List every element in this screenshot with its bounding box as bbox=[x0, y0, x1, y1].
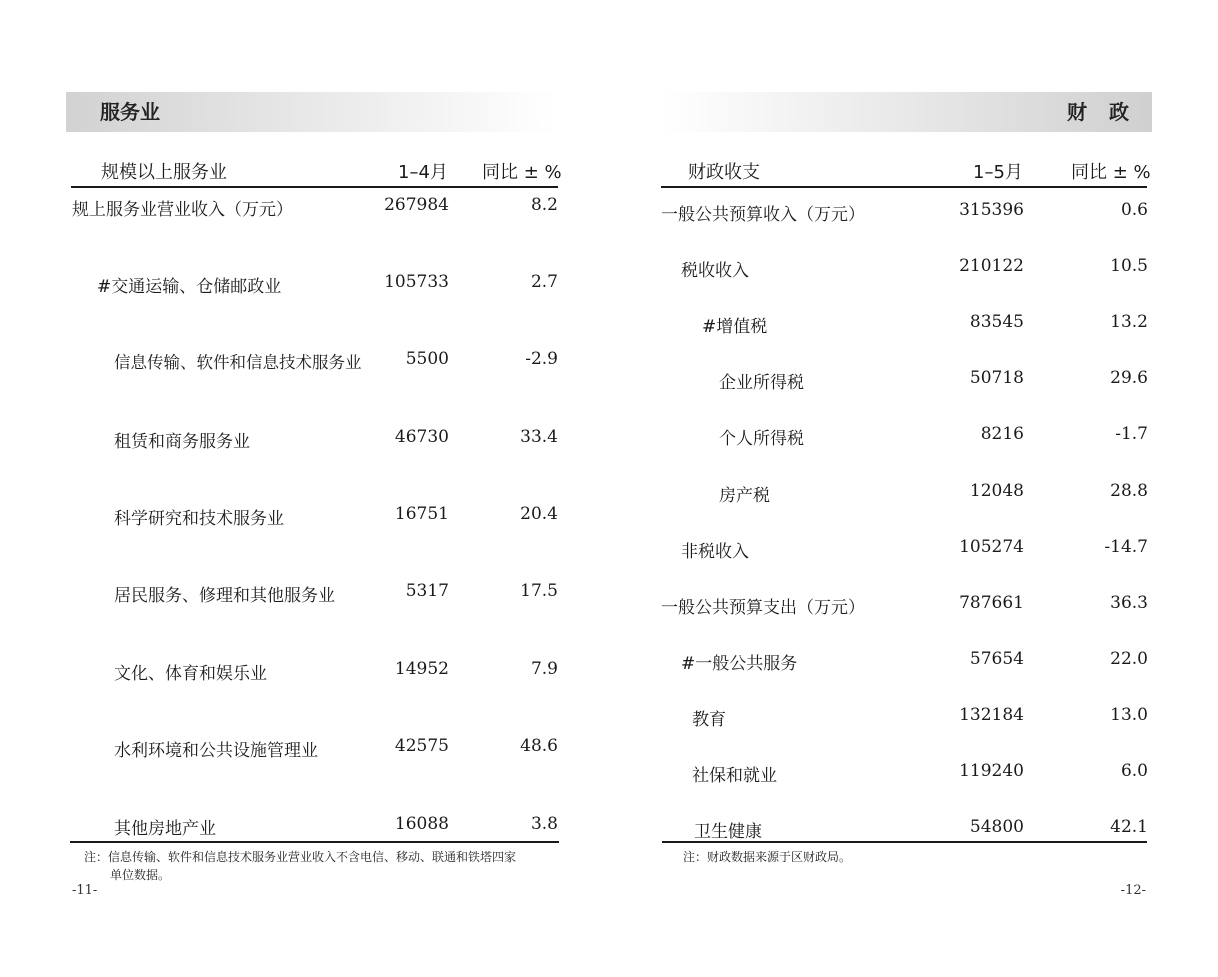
table-row bbox=[0, 504, 609, 530]
row-label: 卫生健康 bbox=[694, 822, 762, 842]
row-label: 水利环境和公共设施管理业 bbox=[114, 741, 318, 761]
table-row bbox=[0, 349, 609, 375]
row-change: 28.8 bbox=[1110, 481, 1148, 501]
row-label: 租赁和商务服务业 bbox=[114, 432, 250, 452]
header-change: 同比 ± % bbox=[482, 162, 562, 183]
header-period: 1–4月 bbox=[398, 162, 448, 183]
header-name: 规模以上服务业 bbox=[101, 162, 227, 183]
table-row bbox=[609, 368, 1218, 394]
row-value: 42575 bbox=[394, 736, 449, 756]
row-label: #一般公共服务 bbox=[681, 654, 798, 674]
row-change: -2.9 bbox=[525, 349, 558, 369]
table-note bbox=[84, 848, 584, 884]
row-label: 教育 bbox=[692, 710, 726, 730]
row-label: 税收收入 bbox=[681, 261, 749, 281]
header-rule bbox=[661, 186, 1147, 188]
table-row bbox=[0, 195, 609, 221]
section-title: 财 政 bbox=[1067, 100, 1130, 124]
row-value: 105733 bbox=[384, 272, 449, 292]
row-change: -14.7 bbox=[1104, 537, 1148, 557]
row-label: #交通运输、仓储邮政业 bbox=[97, 277, 282, 297]
note-line: 单位数据。 bbox=[110, 868, 171, 882]
row-change: 17.5 bbox=[520, 581, 558, 601]
header-name: 财政收支 bbox=[688, 162, 760, 183]
row-change: 13.2 bbox=[1110, 312, 1148, 332]
header-rule bbox=[71, 186, 558, 188]
row-value: 787661 bbox=[959, 593, 1024, 613]
row-change: -1.7 bbox=[1115, 424, 1148, 444]
row-label: 企业所得税 bbox=[719, 373, 804, 393]
note-line: 注：信息传输、软件和信息技术服务业营业收入不含电信、移动、联通和铁塔四家 bbox=[84, 850, 517, 864]
table-row bbox=[609, 705, 1218, 731]
table-row bbox=[0, 659, 609, 685]
row-label: 文化、体育和娱乐业 bbox=[114, 664, 267, 684]
table-row bbox=[0, 427, 609, 453]
row-change: 20.4 bbox=[520, 504, 558, 524]
row-value: 54800 bbox=[969, 817, 1024, 837]
row-label: 社保和就业 bbox=[692, 766, 777, 786]
row-change: 2.7 bbox=[530, 272, 558, 292]
row-value: 8216 bbox=[980, 424, 1024, 444]
table-row bbox=[609, 481, 1218, 507]
page-right bbox=[609, 0, 1218, 977]
row-change: 3.8 bbox=[530, 814, 558, 834]
row-change: 7.9 bbox=[530, 659, 558, 679]
table-row bbox=[0, 272, 609, 298]
row-value: 119240 bbox=[959, 761, 1024, 781]
row-change: 22.0 bbox=[1110, 649, 1148, 669]
page-number: -11- bbox=[72, 883, 98, 898]
note-line: 注：财政数据来源于区财政局。 bbox=[683, 850, 852, 864]
row-label: 其他房地产业 bbox=[114, 819, 216, 839]
table-row bbox=[0, 736, 609, 762]
row-change: 0.6 bbox=[1120, 200, 1148, 220]
row-value: 16751 bbox=[394, 504, 449, 524]
row-label: #增值税 bbox=[702, 317, 768, 337]
footer-rule bbox=[70, 841, 559, 843]
row-value: 46730 bbox=[394, 427, 449, 447]
header-change: 同比 ± % bbox=[1071, 162, 1151, 183]
row-change: 36.3 bbox=[1110, 593, 1148, 613]
table-header bbox=[0, 158, 609, 186]
table-note bbox=[683, 848, 1163, 866]
table-row bbox=[609, 312, 1218, 338]
table-row bbox=[609, 649, 1218, 675]
section-header-band bbox=[66, 92, 556, 132]
table-header bbox=[609, 158, 1218, 186]
row-label: 规上服务业营业收入（万元） bbox=[72, 200, 293, 220]
row-value: 16088 bbox=[394, 814, 449, 834]
row-label: 一般公共预算支出（万元） bbox=[661, 598, 865, 618]
row-label: 一般公共预算收入（万元） bbox=[661, 205, 865, 225]
row-label: 科学研究和技术服务业 bbox=[114, 509, 284, 529]
section-header-band bbox=[661, 92, 1152, 132]
row-change: 13.0 bbox=[1110, 705, 1148, 725]
section-title: 服务业 bbox=[100, 100, 160, 124]
header-period: 1–5月 bbox=[973, 162, 1023, 183]
table-row bbox=[609, 424, 1218, 450]
table-row bbox=[0, 814, 609, 840]
row-value: 12048 bbox=[969, 481, 1024, 501]
row-value: 105274 bbox=[959, 537, 1024, 557]
row-label: 信息传输、软件和信息技术服务业 bbox=[114, 353, 362, 372]
row-change: 29.6 bbox=[1110, 368, 1148, 388]
row-change: 10.5 bbox=[1110, 256, 1148, 276]
row-value: 5317 bbox=[405, 581, 449, 601]
footer-rule bbox=[662, 841, 1147, 843]
table-row bbox=[609, 817, 1218, 843]
table-row bbox=[609, 537, 1218, 563]
row-value: 210122 bbox=[959, 256, 1024, 276]
table-row bbox=[609, 256, 1218, 282]
row-value: 50718 bbox=[969, 368, 1024, 388]
row-value: 5500 bbox=[405, 349, 449, 369]
row-value: 315396 bbox=[959, 200, 1024, 220]
table-row bbox=[609, 761, 1218, 787]
table-row bbox=[0, 581, 609, 607]
table-row bbox=[609, 593, 1218, 619]
row-change: 6.0 bbox=[1120, 761, 1148, 781]
row-change: 33.4 bbox=[520, 427, 558, 447]
row-label: 房产税 bbox=[719, 486, 770, 506]
row-value: 14952 bbox=[394, 659, 449, 679]
row-label: 居民服务、修理和其他服务业 bbox=[114, 586, 335, 606]
row-change: 8.2 bbox=[530, 195, 558, 215]
row-change: 48.6 bbox=[520, 736, 558, 756]
row-value: 57654 bbox=[969, 649, 1024, 669]
row-change: 42.1 bbox=[1110, 817, 1148, 837]
page-number: -12- bbox=[1120, 883, 1146, 898]
table-row bbox=[609, 200, 1218, 226]
row-label: 非税收入 bbox=[681, 542, 749, 562]
row-value: 267984 bbox=[384, 195, 449, 215]
row-label: 个人所得税 bbox=[719, 429, 804, 449]
row-value: 132184 bbox=[959, 705, 1024, 725]
row-value: 83545 bbox=[969, 312, 1024, 332]
